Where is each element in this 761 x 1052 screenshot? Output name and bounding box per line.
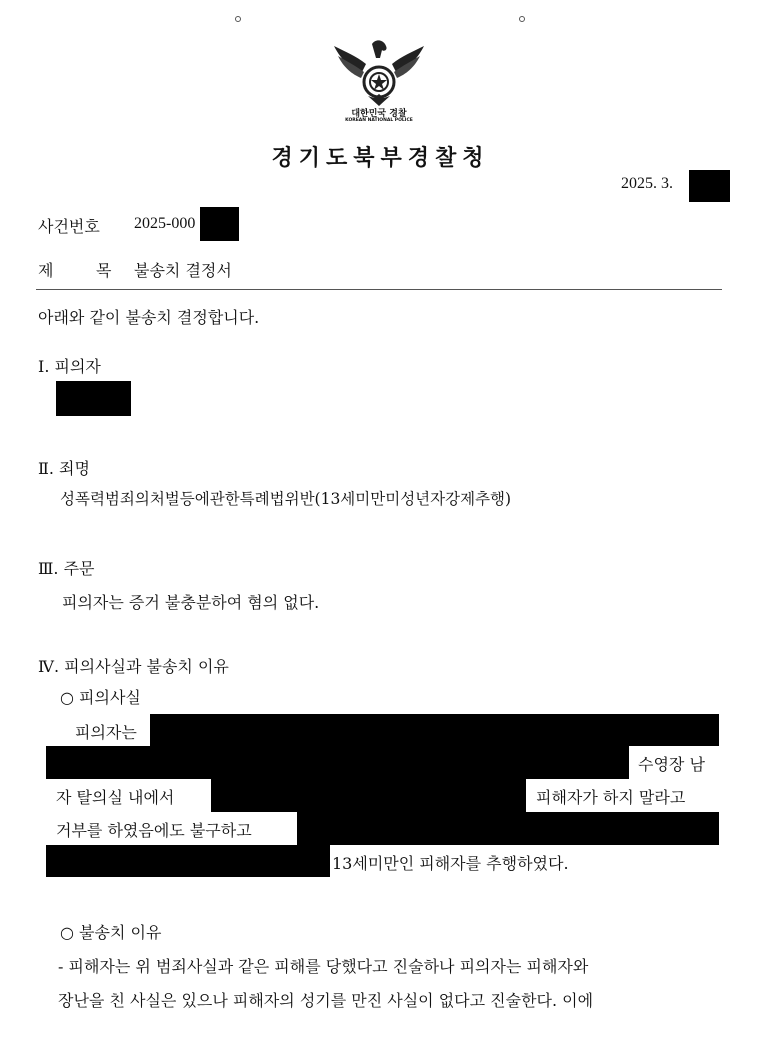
- document-date: 2025. 3.: [621, 175, 673, 192]
- police-eagle-emblem-icon: [326, 38, 432, 108]
- charge-name: 성폭력범죄의처벌등에관한특례법위반(13세미만미성년자강제추행): [60, 490, 512, 508]
- reason-line-2: 장난을 친 사실은 있으나 피해자의 성기를 만진 사실이 없다고 진술한다. 이에: [58, 991, 594, 1010]
- subject-value: 불송치 결정서: [134, 261, 232, 280]
- facts-subtitle: ○ 피의사실: [60, 688, 141, 707]
- redaction-case-number: [200, 207, 239, 241]
- reason-line-1: - 피해자는 위 범죄사실과 같은 피해를 당했다고 진술하나 피의자는 피해자와: [58, 957, 589, 976]
- police-emblem: [326, 38, 432, 128]
- facts-line-2: 수영장 남: [638, 755, 705, 774]
- header-divider: [36, 289, 722, 290]
- punch-hole-mark-right: [519, 16, 525, 22]
- disposition-text: 피의자는 증거 불충분하여 혐의 없다.: [62, 593, 320, 612]
- redaction-facts-line-5: [46, 845, 330, 877]
- redaction-date: [689, 170, 730, 202]
- case-number-label: 사건번호: [38, 217, 100, 236]
- section-2-title: Ⅱ. 죄명: [38, 459, 90, 478]
- facts-line-3b: 피해자가 하지 말라고: [536, 788, 686, 807]
- agency-title: 경기도북부경찰청: [271, 145, 490, 171]
- subject-label-2: 목: [96, 261, 112, 280]
- emblem-name-kr: 대한민국 경찰: [351, 109, 407, 119]
- section-4-title: Ⅳ. 피의사실과 불송치 이유: [38, 657, 229, 676]
- intro-text: 아래와 같이 불송치 결정합니다.: [38, 308, 260, 327]
- case-number-value: 2025-000: [134, 215, 196, 232]
- facts-line-4: 거부를 하였음에도 불구하고: [56, 821, 252, 840]
- facts-line-1: 피의자는: [75, 723, 137, 742]
- facts-line-5: 13세미만인 피해자를 추행하였다.: [332, 854, 569, 873]
- punch-hole-mark-left: [235, 16, 241, 22]
- facts-line-3a: 자 탈의실 내에서: [56, 788, 175, 807]
- subject-label-1: 제: [38, 261, 54, 280]
- section-1-title: Ⅰ. 피의자: [38, 357, 101, 376]
- emblem-name-en: KOREAN NATIONAL POLICE: [345, 118, 413, 123]
- redaction-facts-line-2: [46, 746, 719, 779]
- section-3-title: Ⅲ. 주문: [38, 559, 95, 578]
- reason-subtitle: ○ 불송치 이유: [60, 923, 162, 942]
- redaction-suspect-name: [56, 381, 131, 416]
